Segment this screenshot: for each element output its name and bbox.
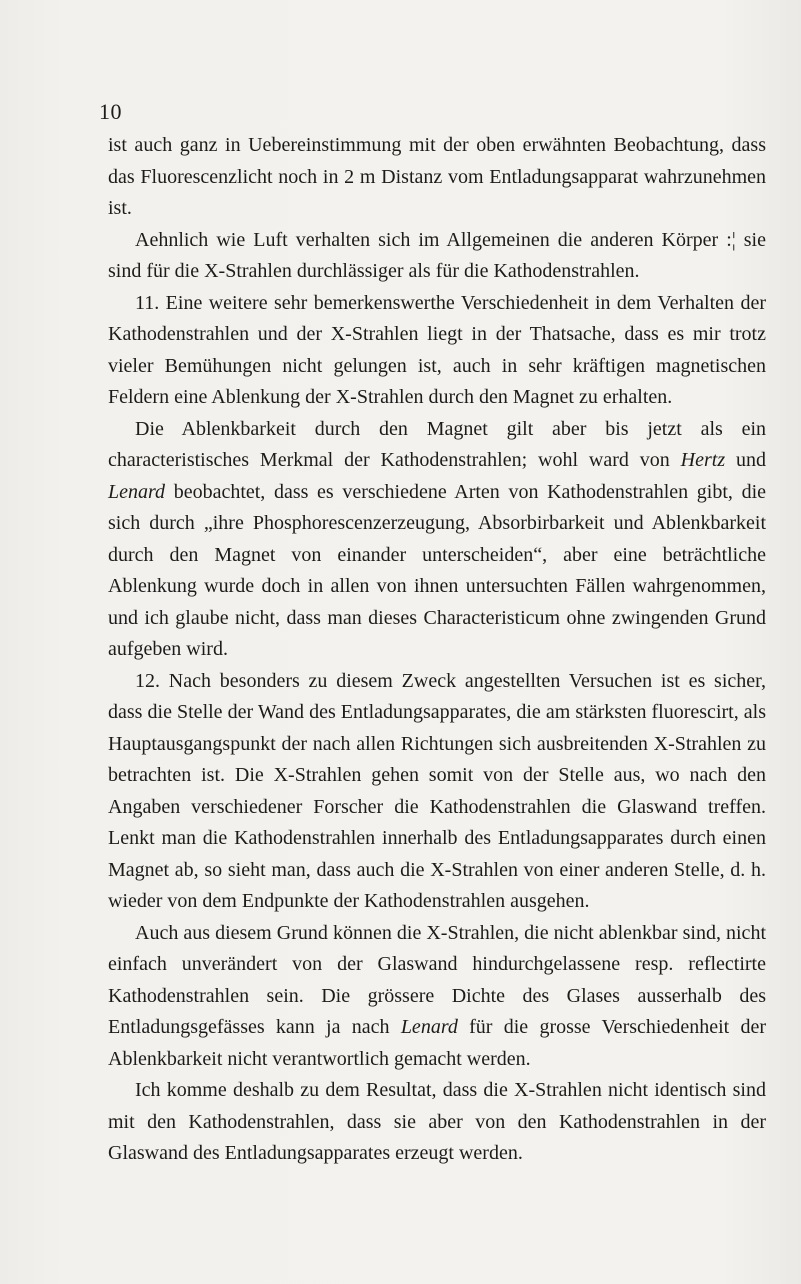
paragraph-text: Ich komme deshalb zu dem Resultat, dass die X-Strahlen nicht identisch sind mit den Kathodenstrahlen, dass sie aber von den Kathodenstrahlen in der Glaswand des Entladungsapparates erzeugt werden. bbox=[108, 1079, 766, 1164]
paragraph-text: für die grosse Verschiedenheit der Ablenkbarkeit nicht verantwortlich gemacht werden. bbox=[108, 1016, 766, 1070]
paragraph bbox=[108, 414, 766, 666]
author-name-lenard: Lenard bbox=[108, 480, 166, 503]
paragraph-text: 12. Nach besonders zu diesem Zweck angestellten Versuchen ist es sicher, dass die Stelle der Wand des Entladungsapparates, die am stärksten fluorescirt, als Hauptausgangspunkt der nach allen Richtungen sich ausbreitenden X-Strahlen zu betrachten ist. Die X-Strahlen gehen somit von der Stelle aus, wo nach den Angaben verschiedener Forscher die Kathodenstrahlen die Glaswand treffen. Lenkt man die Kathodenstrahlen innerhalb des Entladungsapparates durch einen Magnet ab, so sieht man, dass auch die X-Strahlen von einer anderen Stelle, d. h. wieder von dem Endpunkte der Kathodenstrahlen ausgehen. bbox=[108, 669, 766, 912]
paragraph-text: und bbox=[725, 449, 767, 471]
paragraph bbox=[108, 918, 766, 1076]
paragraph bbox=[108, 1075, 766, 1170]
paragraph-text: Die Ablenkbarkeit durch den Magnet gilt aber bis jetzt als ein characteristisches Merkmal der Kathodenstrahlen; wohl ward von bbox=[108, 417, 766, 471]
paragraph-text: beobachtet, dass es verschiedene Arten von Kathodenstrahlen gibt, die sich durch „ihre Phosphorescenzerzeugung, Absorbirbarkeit und Ablenkbarkeit durch den Magnet von einander unterscheiden“, aber eine beträchtliche Ablenkung wurde doch in allen von ihnen untersuchten Fällen wahrgenommen, und ich glaube nicht, dass man dieses Characteristicum ohne zwingenden Grund aufgeben wird. bbox=[108, 480, 766, 660]
paragraph-text: Auch aus diesem Grund können die X-Strahlen, die nicht ablenkbar sind, nicht einfach unverändert von der Glaswand hindurchgelassene resp. reflectirte Kathodenstrahlen sein. Die grössere Dichte des Glases ausserhalb des Entladungsgefässes kann ja nach bbox=[108, 921, 766, 1038]
page-number: 10 bbox=[99, 99, 122, 124]
body-text bbox=[108, 130, 766, 1170]
paragraph-text: 11. Eine weitere sehr bemerkenswerthe Verschiedenheit in dem Verhalten der Kathodenstrahlen und der X-Strahlen liegt in der Thatsache, dass es mir trotz vieler Bemühungen nicht gelungen ist, auch in sehr kräftigen magnetischen Feldern eine Ablenkung der X-Strahlen durch den Magnet zu erhalten. bbox=[108, 291, 766, 408]
paragraph-text: ist auch ganz in Uebereinstimmung mit der oben erwähnten Beobachtung, dass das Fluorescenzlicht noch in 2 m Distanz vom Entladungsapparat wahrzunehmen ist. bbox=[108, 134, 766, 219]
author-name-hertz: Hertz bbox=[680, 449, 726, 471]
paragraph-text: Aehnlich wie Luft verhalten sich im Allgemeinen die anderen Körper :¦ sie sind für die X-Strahlen durchlässiger als für die Kathodenstrahlen. bbox=[108, 228, 766, 282]
paragraph bbox=[108, 666, 766, 918]
author-name-lenard: Lenard bbox=[400, 1016, 458, 1038]
paragraph bbox=[108, 225, 766, 288]
paragraph bbox=[108, 288, 766, 414]
paragraph bbox=[108, 130, 766, 225]
